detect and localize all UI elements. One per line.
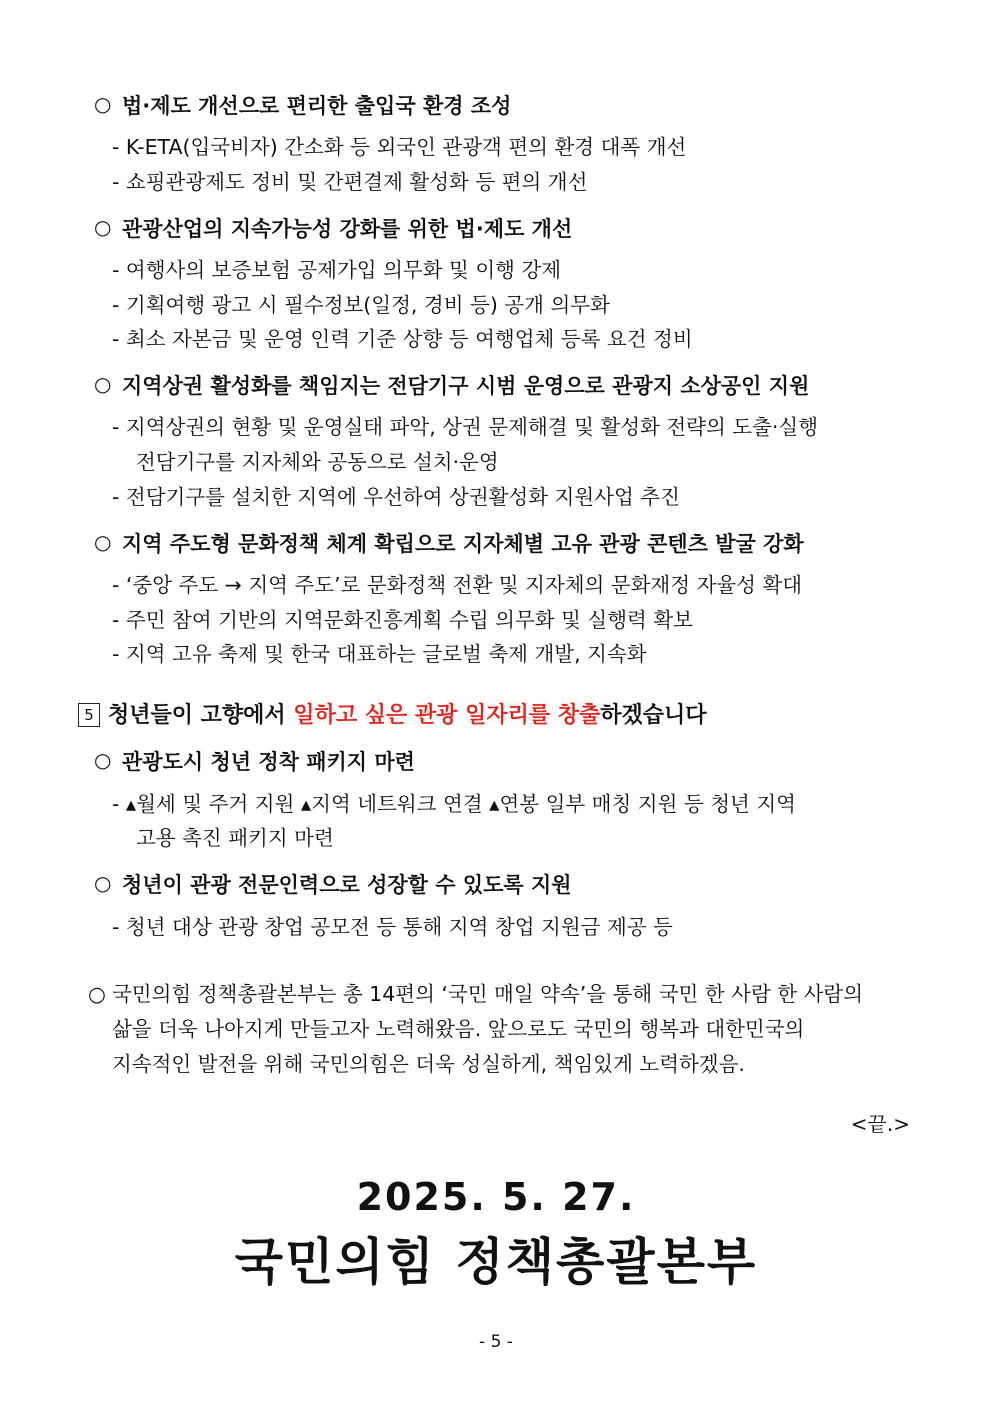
list-item: - 쇼핑관광제도 정비 및 간편결제 활성화 등 편의 개선 — [112, 170, 588, 194]
list-item: - ▴월세 및 주거 지원 ▴지역 네트워크 연결 ▴연봉 일부 매칭 지원 등 청년 지역 — [112, 792, 796, 816]
closing-line: 삶을 더욱 나아지게 만들고자 노력해왔음. 앞으로도 국민의 행복과 대한민국의 — [112, 1017, 805, 1041]
section-number-box: 5 — [78, 703, 100, 727]
list-item: - 지역상권의 현황 및 운영실태 파악, 상권 문제해결 및 활성화 전략의 도출·실행 — [112, 415, 819, 439]
list-item: - 지역 고유 축제 및 한국 대표하는 글로벌 축제 개발, 지속화 — [112, 642, 647, 666]
bullet-circle: ○ — [94, 215, 112, 239]
section-heading: 관광산업의 지속가능성 강화를 위한 법·제도 개선 — [122, 217, 573, 241]
list-item: - ‘중앙 주도 → 지역 주도’로 문화정책 전환 및 지자체의 문화재정 자율성 확대 — [112, 573, 803, 597]
closing-line: 국민의힘 정책총괄본부는 총 14편의 ‘국민 매일 약속’을 통해 국민 한 사람 한 사람의 — [112, 982, 864, 1006]
bullet-circle: ○ — [94, 530, 112, 554]
bullet-circle: ○ — [88, 982, 106, 1006]
list-item: - 전담기구를 설치한 지역에 우선하여 상권활성화 지원사업 추진 — [112, 485, 680, 509]
closing-line: 지속적인 발전을 위해 국민의힘은 더욱 성실하게, 책임있게 노력하겠음. — [112, 1052, 745, 1076]
subsection-heading: 청년이 관광 전문인력으로 성장할 수 있도록 지원 — [122, 873, 572, 897]
bullet-circle: ○ — [94, 871, 112, 895]
list-item-continuation: 전담기구를 지자체와 공동으로 설치·운영 — [136, 450, 499, 474]
list-item: - 최소 자본금 및 운영 인력 기준 상향 등 여행업체 등록 요건 정비 — [112, 327, 693, 351]
section-heading: 지역상권 활성화를 책임지는 전담기구 시범 운영으로 관광지 소상공인 지원 — [122, 374, 810, 398]
section-heading: 지역 주도형 문화정책 체계 확립으로 지자체별 고유 관광 콘텐츠 발굴 강화 — [122, 532, 804, 556]
list-item: - 여행사의 보증보험 공제가입 의무화 및 이행 강제 — [112, 258, 562, 282]
section-title — [108, 698, 707, 729]
bullet-circle: ○ — [94, 372, 112, 396]
section-title-part: 청년들이 고향에서 — [108, 703, 294, 728]
closing-paragraph — [88, 977, 910, 1082]
section-title-part: 하겠습니다 — [600, 703, 707, 728]
section-title-highlight: 일하고 싶은 관광 일자리를 창출 — [293, 703, 601, 728]
list-item: - K-ETA(입국비자) 간소화 등 외국인 관광객 편의 환경 대폭 개선 — [112, 135, 687, 159]
subsection-heading: 관광도시 청년 정착 패키지 마련 — [122, 750, 415, 774]
organization-name: 국민의힘 정책총괄본부 — [234, 1233, 758, 1291]
list-item: - 청년 대상 관광 창업 공모전 등 통해 지역 창업 지원금 제공 등 — [112, 915, 673, 939]
document-date: 2025. 5. 27. — [356, 1175, 636, 1219]
list-item: - 기획여행 광고 시 필수정보(일정, 경비 등) 공개 의무화 — [112, 293, 610, 317]
bullet-circle: ○ — [94, 92, 112, 116]
section-heading: 법·제도 개선으로 편리한 출입국 환경 조성 — [122, 94, 512, 118]
page-number: - 5 - — [479, 1332, 513, 1352]
bullet-circle: ○ — [94, 748, 112, 772]
list-item-continuation: 고용 촉진 패키지 마련 — [136, 826, 334, 850]
end-mark: <끝.> — [850, 1112, 910, 1136]
list-item: - 주민 참여 기반의 지역문화진흥계획 수립 의무화 및 실행력 확보 — [112, 608, 693, 632]
